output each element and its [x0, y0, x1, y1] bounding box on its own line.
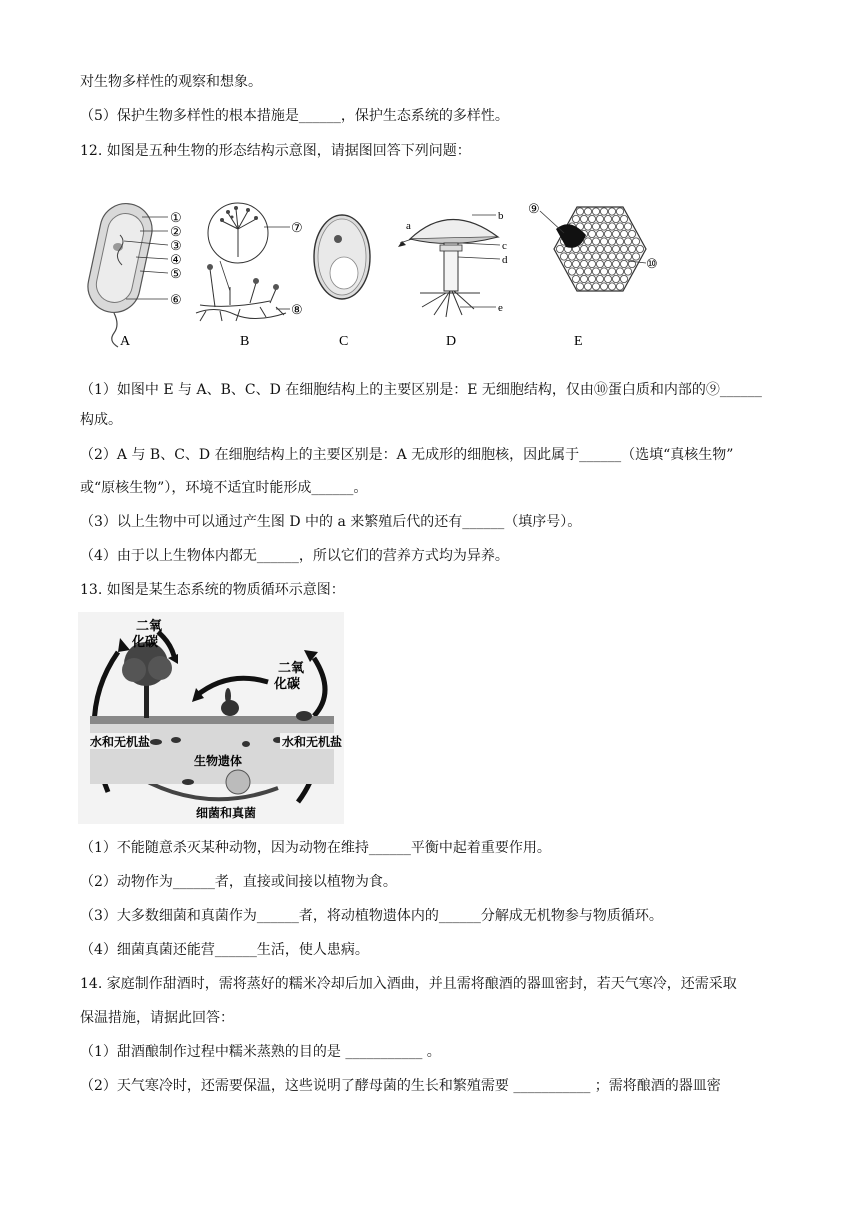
capsomere-dot [588, 275, 595, 282]
capsomere-dot [592, 283, 599, 290]
marker-8: ⑧ [291, 302, 303, 317]
marker-e: e [498, 302, 503, 314]
capsomere-dot [592, 268, 599, 275]
capsomere-dot [572, 215, 579, 222]
capsomere-dot [628, 230, 635, 237]
capsomere-dot [596, 260, 603, 267]
question-11-5: （5）保护生物多样性的根本措施是______，保护生态系统的多样性。 [80, 108, 509, 124]
capsomere-dot [600, 268, 607, 275]
capsomere-dot [624, 238, 631, 245]
capsomere-dot [616, 238, 623, 245]
marker-b: b [498, 210, 504, 222]
capsomere-dot [604, 230, 611, 237]
marker-5: ⑤ [170, 266, 182, 281]
capsomere-dot [588, 215, 595, 222]
capsomere-dot [600, 253, 607, 260]
label-microbes: 细菌和真菌 [196, 806, 257, 820]
capsomere-dot [576, 253, 583, 260]
question-14-1: （1）甜酒酿制作过程中糯米蒸熟的目的是 ___________ 。 [80, 1044, 441, 1060]
panel-label-b: B [240, 334, 250, 349]
label-co2-right-2: 化碳 [274, 677, 301, 692]
marker-4: ④ [170, 252, 182, 267]
panel-label-e: E [574, 334, 583, 349]
panel-label-c: C [339, 334, 349, 349]
marker-1: ① [170, 210, 182, 225]
question-13-3: （3）大多数细菌和真菌作为______者，将动植物遗体内的______分解成无机物参与物质循环。 [80, 908, 663, 924]
capsomere-dot [612, 215, 619, 222]
question-12-title: 12. 如图是五种生物的形态结构示意图，请据图回答下列问题： [80, 143, 471, 159]
capsomere-dot [612, 260, 619, 267]
capsomere-dot [584, 283, 591, 290]
capsomere-dot [616, 223, 623, 230]
capsomere-dot [588, 245, 595, 252]
organism-e-virus [528, 201, 658, 349]
figure-five-organisms [80, 195, 680, 355]
capsomere-dot [616, 283, 623, 290]
capsomere-dot [580, 275, 587, 282]
panel-label-a: A [120, 334, 131, 349]
question-14-text: 14. 家庭制作甜酒时，需将蒸好的糯米冷却后加入酒曲，并且需将酿酒的器皿密封，若天气寒冷，还需采取 [80, 976, 737, 992]
organism-a-bacterium [83, 199, 182, 349]
marker-6: ⑥ [170, 292, 182, 307]
marker-10: ⑩ [646, 256, 658, 271]
question-14-2: （2）天气寒冷时，还需要保温，这些说明了酵母菌的生长和繁殖需要 ___________ ；需将酿酒的器皿密 [80, 1078, 721, 1094]
capsomere-dot [616, 253, 623, 260]
question-12-4: （4）由于以上生物体内都无______，所以它们的营养方式均为异养。 [80, 548, 509, 564]
capsomere-dot [612, 230, 619, 237]
capsomere-dot [600, 283, 607, 290]
capsomere-dot [604, 215, 611, 222]
capsomere-dot [556, 245, 563, 252]
label-co2-top-1: 二氧 [136, 619, 163, 634]
question-13-1: （1）不能随意杀灭某种动物，因为动物在维持______平衡中起着重要作用。 [80, 840, 551, 856]
capsomere-dot [592, 223, 599, 230]
capsomere-dot [620, 230, 627, 237]
organism-b-mold [196, 203, 303, 349]
marker-7: ⑦ [291, 220, 303, 235]
marker-d: d [502, 254, 508, 266]
capsomere-dot [612, 275, 619, 282]
capsomere-dot [580, 260, 587, 267]
question-12-2-cont: 或“原核生物”），环境不适宜时能形成______。 [80, 480, 368, 496]
capsomere-dot [628, 245, 635, 252]
capsomere-dot [608, 253, 615, 260]
capsomere-dot [608, 238, 615, 245]
capsomere-dot [572, 260, 579, 267]
capsomere-dot [624, 223, 631, 230]
capsomere-dot [584, 238, 591, 245]
capsomere-dot [632, 253, 639, 260]
capsomere-dot [588, 230, 595, 237]
marker-9: ⑨ [528, 201, 540, 216]
capsomere-dot [596, 245, 603, 252]
capsomere-dot [604, 245, 611, 252]
capsomere-dot [584, 208, 591, 215]
marker-c: c [502, 240, 507, 252]
marker-2: ② [170, 224, 182, 239]
capsomere-dot [600, 208, 607, 215]
capsomere-dot [604, 275, 611, 282]
label-remains: 生物遗体 [194, 754, 243, 768]
label-co2-right-1: 二氧 [278, 661, 305, 676]
panel-label-d: D [446, 334, 457, 349]
capsomere-dot [592, 238, 599, 245]
capsomere-dot [576, 268, 583, 275]
question-13-title: 13. 如图是某生态系统的物质循环示意图： [80, 582, 345, 598]
capsomere-dot [620, 275, 627, 282]
question-12-1-cont: 构成。 [80, 412, 122, 428]
capsomere-dot [596, 275, 603, 282]
capsomere-dot [608, 223, 615, 230]
capsomere-dot [592, 208, 599, 215]
capsomere-dot [608, 283, 615, 290]
marker-3: ③ [170, 238, 182, 253]
capsomere-dot [620, 260, 627, 267]
capsomere-dot [576, 283, 583, 290]
capsomere-dot [620, 215, 627, 222]
capsomere-dot [576, 208, 583, 215]
capsomere-dot [632, 238, 639, 245]
question-12-2: （2）A 与 B、C、D 在细胞结构上的主要区别是：A 无成形的细胞核，因此属于______（选填“真核生物” [80, 447, 734, 463]
capsomere-dot [584, 223, 591, 230]
label-co2-top-2: 化碳 [132, 635, 159, 650]
capsomere-dot [608, 268, 615, 275]
capsomere-dot [596, 215, 603, 222]
marker-a: a [406, 220, 411, 232]
capsomere-dot [564, 260, 571, 267]
capsomere-dot [580, 215, 587, 222]
capsomere-dot [572, 275, 579, 282]
label-water-right: 水和无机盐 [282, 735, 343, 749]
capsomere-dot [624, 253, 631, 260]
capsomere-dot [600, 238, 607, 245]
capsomere-dot [604, 260, 611, 267]
organism-d-mushroom [398, 210, 508, 349]
figure-material-cycle [78, 612, 344, 824]
capsomere-dot [584, 268, 591, 275]
capsomere-dot [612, 245, 619, 252]
capsomere-dot [624, 268, 631, 275]
capsomere-dot [592, 253, 599, 260]
capsomere-dot [560, 253, 567, 260]
capsomere-dot [616, 208, 623, 215]
capsomere-dot [588, 260, 595, 267]
capsomere-dot [620, 245, 627, 252]
organism-c-yeast [314, 215, 370, 349]
capsomere-dot [568, 253, 575, 260]
capsomere-dot [636, 245, 643, 252]
text-line: 对生物多样性的观察和想象。 [80, 74, 262, 90]
capsomere-dot [580, 245, 587, 252]
question-12-3: （3）以上生物中可以通过产生图 D 中的 a 来繁殖后代的还有______（填序号）。 [80, 514, 582, 530]
capsomere-dot [584, 253, 591, 260]
capsomere-dot [616, 268, 623, 275]
capsomere-dot [568, 268, 575, 275]
label-water-left: 水和无机盐 [90, 735, 151, 749]
question-13-2: （2）动物作为______者，直接或间接以植物为食。 [80, 874, 397, 890]
question-13-4: （4）细菌真菌还能营______生活，使人患病。 [80, 942, 369, 958]
question-14-text-cont: 保温措施，请据此回答： [80, 1010, 234, 1026]
capsomere-dot [608, 208, 615, 215]
capsomere-dot [600, 223, 607, 230]
capsomere-dot [596, 230, 603, 237]
question-12-1: （1）如图中 E 与 A、B、C、D 在细胞结构上的主要区别是：E 无细胞结构，仅由⑩蛋白质和内部的⑨______ [80, 382, 762, 398]
